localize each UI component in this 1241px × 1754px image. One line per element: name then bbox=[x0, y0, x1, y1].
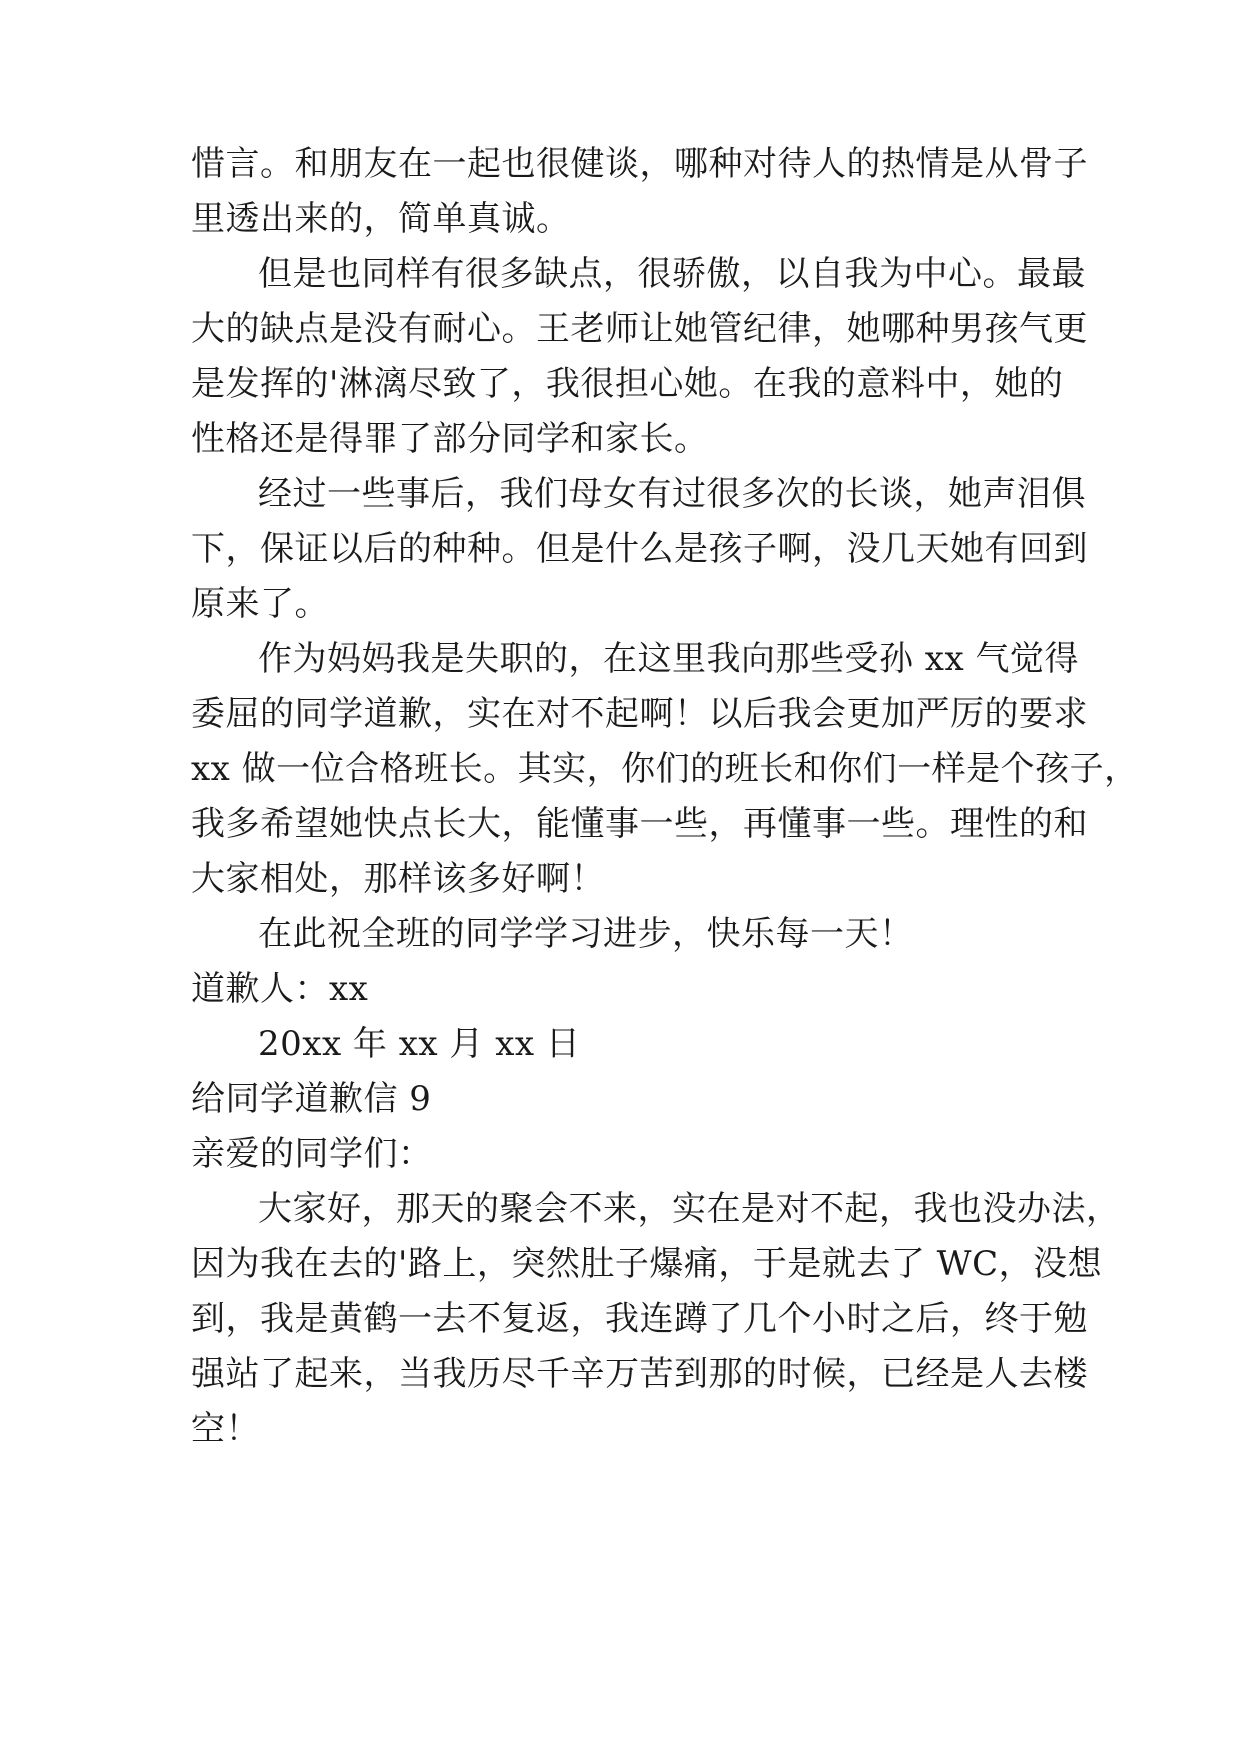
text-line: 惜言。和朋友在一起也很健谈，哪种对待人的热情是从骨子 bbox=[191, 144, 1088, 184]
paragraph-first-line: 在此祝全班的同学学习进步，快乐每一天！ bbox=[258, 914, 914, 954]
text-line: 大的缺点是没有耐心。王老师让她管纪律，她哪种男孩气更 bbox=[191, 309, 1088, 349]
text-line: 我多希望她快点长大，能懂事一些，再懂事一些。理性的和 bbox=[191, 804, 1088, 844]
paragraph-first-line: 大家好，那天的聚会不来，实在是对不起，我也没办法， bbox=[258, 1189, 1121, 1229]
paragraph-first-line: 但是也同样有很多缺点，很骄傲，以自我为中心。最最 bbox=[258, 254, 1086, 294]
text-line: 因为我在去的'路上，突然肚子爆痛，于是就去了 WC，没想 bbox=[191, 1244, 1103, 1284]
text-line: 空！ bbox=[191, 1409, 260, 1449]
text-line: 强站了起来，当我历尽千辛万苦到那的时候，已经是人去楼 bbox=[191, 1354, 1088, 1394]
paragraph-first-line: 作为妈妈我是失职的，在这里我向那些受孙 xx 气觉得 bbox=[258, 639, 1079, 679]
letter-title: 给同学道歉信 9 bbox=[191, 1079, 432, 1119]
text-line: 大家相处，那样该多好啊！ bbox=[191, 859, 605, 899]
paragraph-first-line: 经过一些事后，我们母女有过很多次的长谈，她声泪俱 bbox=[258, 474, 1086, 514]
text-line: 里透出来的，简单真诚。 bbox=[191, 199, 571, 239]
text-line: 委屈的同学道歉，实在对不起啊！以后我会更加严厉的要求 bbox=[191, 694, 1088, 734]
text-line: xx 做一位合格班长。其实，你们的班长和你们一样是个孩子， bbox=[191, 749, 1139, 789]
text-line: 是发挥的'淋漓尽致了，我很担心她。在我的意料中，她的 bbox=[191, 364, 1064, 404]
text-line: 下，保证以后的种种。但是什么是孩子啊，没几天她有回到 bbox=[191, 529, 1088, 569]
salutation: 亲爱的同学们： bbox=[191, 1134, 433, 1174]
text-line: 到，我是黄鹤一去不复返，我连蹲了几个小时之后，终于勉 bbox=[191, 1299, 1088, 1339]
text-line: 原来了。 bbox=[191, 584, 329, 624]
text-line: 性格还是得罪了部分同学和家长。 bbox=[191, 419, 709, 459]
date-line: 20xx 年 xx 月 xx 日 bbox=[258, 1024, 581, 1064]
signature-line: 道歉人：xx bbox=[191, 969, 369, 1009]
